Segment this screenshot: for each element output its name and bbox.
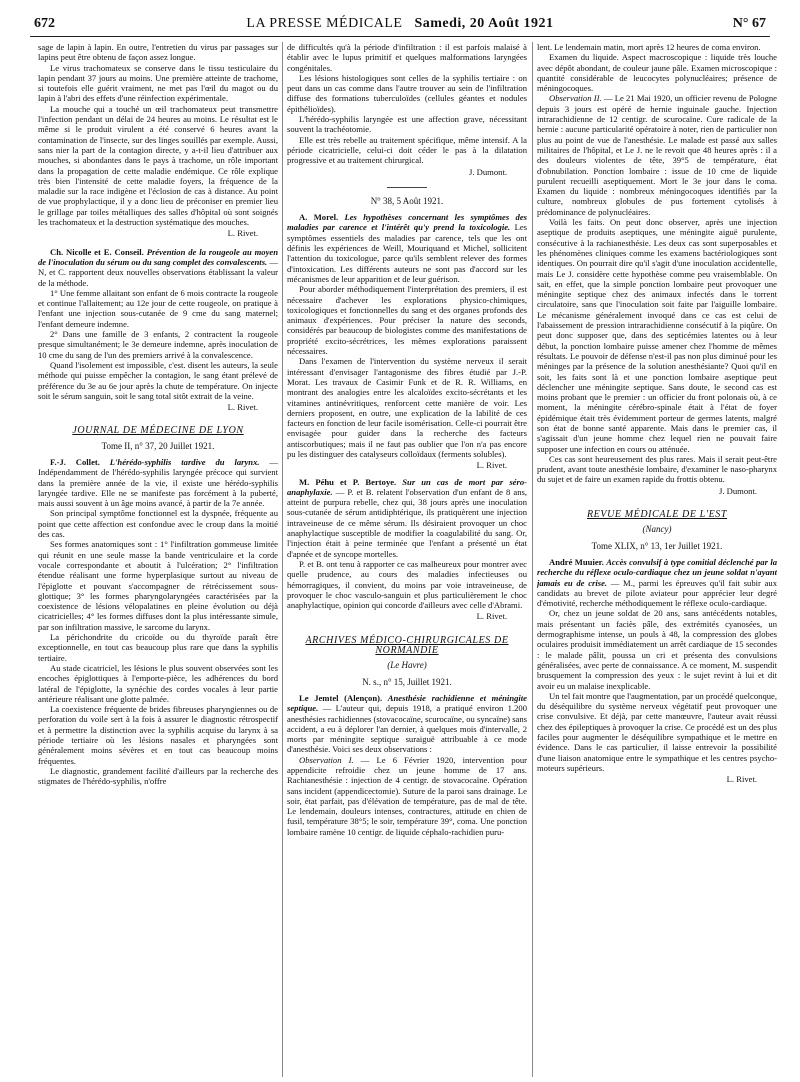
issue-date: Samedi, 20 Août 1921 (414, 16, 554, 31)
paragraph: Dans l'examen de l'intervention du système nerveux il serait intéressant d'envisager l'antagonisme des fibres étudié par J.-P. Morat. Les travaux de Casimir Funk et de R. R. Williams, en montrant des analogies entre les alcaloïdes excito-sécrétants et les vitamines antinévritiques, renforcent cette manière de voir. Les derniers proposent, en outre, une explication de la labilité de ces facteurs en fonction de leur facile isomérisation. Celle-ci pourrait être envisagée pour guider dans la recherche des facteurs antiscorbutiques; mais il ne faut pas oublier que l'on n'a pas encore pu les distinguer des catalyseurs colloïdaux (ferments solubles). (287, 356, 527, 459)
paragraph: 1° Une femme allaitant son enfant de 6 mois contracte la rougeole et continue l'allaitement; au 12e jour de cette rougeole, on pratique à l'enfant une injection sous-cutanée de 9 cme du sang maternel; l'enfant demeure indemne. (38, 287, 278, 329)
article-columns (38, 42, 778, 1077)
signature: J. Dumont. (469, 166, 507, 177)
article-title: Prévention de la rougeole au moyen de l'inoculation du sérum ou du sang complet des convalescents. (38, 246, 278, 267)
observation-text: — Le 21 Mai 1920, un officier revenu de Pologne depuis 3 jours est opéré de hernie inguinale gauche. Injection intrarachidienne de 12 centigr. de scurocaïne. Cure radicale de la hernie : aucune particularité opératoire à noter, rien de particulier non plus au point de vue de l'anesthésie. Le malade est passé aux salles militaires de l'hôpital, et Le J. ne le revoit que 48 heures après : il a des douleurs violentes de tête, 39°5 de température, état d'obnubilation. Ponction lombaire : issue de 10 cme de liquide purulent recueilli aseptiquement. Mort le 3e jour dans le coma. Examen du liquide : nombreux méningocoques identifiés par la culture, nombreux globules de pus fortement cytolisés à prédominance de polynucléaires. (537, 93, 777, 217)
paragraph: La coexistence fréquente de brides fibreuses pharyngiennes ou de perforation du voile sert à la fois à assurer le diagnostic rétrospectif et à permettre la distinction avec la syphilis acquise du larynx à sa période tertiaire où les lésions nasales et pharyngées sont généralement moins sévères et en tout cas beaucoup moins fréquentes. (38, 704, 278, 766)
article-text: — M., parmi les épreuves qu'il fait subir aux candidats au brevet de pilote aviateur pour apprécier leur degré d'émotivité, recherche méthodiquement le réflexe oculo-cardiaque. (537, 577, 777, 609)
page-header (30, 14, 770, 37)
section-issue: Tome II, n° 37, 20 Juillet 1921. (101, 440, 215, 451)
article-intro: — N, et C. rapportent deux nouvelles observations établissant la valeur de la méthode. (38, 256, 278, 288)
article-authors: André Muuier. (549, 556, 604, 567)
paragraph: Le virus trachomateux se conserve dans le tissu testiculaire du lapin pendant 37 jours au moins. Une première atteinte de trachome, si toutefois elle guérit vraiment, ne met pas l'œil du magot ou du lapin à l'abri des effets d'une réinfection expérimentale. (38, 62, 278, 104)
paragraph: Voilà les faits. On peut donc observer, après une injection aseptique de produits aseptiques, une méningite aiguë purulente, consécutive à la rachianesthésie. Les deux cas sont superposables et les phénomènes cliniques comme les examens bactériologiques sont identiques. On pourrait dire qu'il s'agit d'une inoculation accidentelle, mais Le J. considère cette hypothèse comme peu vraisemblable. On sait, en effet, que la simple ponction lombaire peut provoquer une méningite septique chez des animaux infectés dans le torrent circulatoire, sans que l'inoculation soit faite par l'aiguille lombaire. Le mécanisme généralement invoqué dans ce cas est celui de l'abaissement de pression intrarachidienne consécutif à la piqûre. On peut donc supposer que, dans des septicémies latentes ou à leur début, la ponction lombaire puisse amener chez l'homme de mêmes résultats. Le pouvoir de défense n'est-il pas non plus diminué pour les méninges par la présence de la solution anesthésiante? Quoi qu'il en soit, les faits sont là et une ponction lombaire aseptique peut déclencher une méningite septique. Sans doute, le second cas est moins probant que le premier : un officier du front polonais où, à ce moment, la méningite cérébro-spinale était à l'état de foyer épidémique était très évidemment porteur de germes latents, malgré son état de bonne santé apparente. Mais dans le premier cas, il s'agissait d'un jeune homme chez lequel rien ne pouvait faire supposer une infection en cours ou atténuée. (537, 217, 777, 454)
signature: L. Rivet. (227, 402, 258, 413)
column-1 (38, 42, 278, 1077)
signature: L. Rivet. (476, 460, 507, 471)
article-abstract (38, 457, 278, 508)
paragraph: Son principal symptôme fonctionnel est la dyspnée, fréquente au point que cette affection est confondue avec le croup dans la moitié des cas. (38, 508, 278, 540)
column-rule (282, 42, 283, 1077)
observation-label: Observation I. (299, 754, 354, 765)
article-abstract (287, 693, 527, 755)
article-abstract (38, 247, 278, 288)
article-title: Anesthésie rachidienne et méningite septique. (287, 692, 527, 714)
paragraph: 2° Dans une famille de 3 enfants, 2 contractent la rougeole presque simultanément; le 3e demeure indemne, après inoculation de 10 cme du sang de l'un des premiers arrivé à la convalescence. (38, 329, 278, 360)
journal-name: LA PRESSE MÉDICALE (246, 16, 403, 31)
section-place: (Nancy) (642, 524, 672, 535)
paragraph: Quand l'isolement est impossible, c'est. disent les auteurs, la seule méthode qui puisse empêcher la contagion, le sang étant prélevé de préférence du 3e au 6e jour après la chute de température. On injecte soit le sérum sanguin, soit le sang total sitôt extrait de la veine. (38, 359, 278, 401)
paragraph: Examen du liquide. Aspect macroscopique : liquide très louche avec dépôt abondant, de couleur jaune pâle. Examen microscopique : quantité considérable de leucocytes polynucléaires; présence de méningocoques. (537, 52, 777, 94)
signature: L. Rivet. (476, 611, 507, 622)
section-issue: N° 38, 5 Août 1921. (370, 195, 444, 206)
paragraph: Pour aborder méthodiquement l'interprétation des premiers, il est nécessaire d'achever les explorations physico-chimiques, toxicologiques et fonctionnelles du sang et des organes profonds des animaux d'expériences. Pour préciser la nature des seconds, considérés par beaucoup de biologistes comme des manifestations de propriété excito-sécrétrices, les mêmes explorations paraissent nécessaires. (287, 284, 527, 357)
separator (387, 187, 427, 188)
article-abstract (537, 557, 777, 608)
article-text: — P. et B. relatent l'observation d'un enfant de 8 ans, atteint de purpura rebelle, chez qui, 38 jours après une inoculation sous-cutanée de sérum antidiphtérique, ils pratiquèrent une injection intraveineuse de ce même sérum. Ils désiraient provoquer un choc anaphylactique susceptible de modifier la coagulabilité du sang. Or, l'injection était à peine terminée que l'enfant a présenté un état d'apnée et de syncope mortelles. (287, 486, 527, 559)
paragraph: Les lésions histologiques sont celles de la syphilis tertiaire : on peut dans un cas comme dans l'autre trouver au sein de l'infiltration diffuse des formations tuberculoïdes (cellules géantes et nodules épithélioïdes). (287, 72, 527, 114)
article-text: — Indépendamment de l'hérédo-syphilis laryngée précoce qui survient dans la première année de la vie, il existe une hérédo-syphilis laryngée tardive. Elle ne se manifeste pas forcément à la puberté, mais aussi souvent à un âge moins avancé, à partir de la 7e année. (38, 456, 278, 509)
paragraph: Or, chez un jeune soldat de 20 ans, sans antécédents notables, mais présentant un faciès pâle, des extrémités cyanosées, un dermographisme intense, un pouls à 48, la compression des globes oculaires produisit immédiatement un arrêt cardiaque de 15 secondes : le malade pâlit, poussa un cri et présenta des convulsions généralisées, avec perte de connaissance. A ce moment, M. suspendit brusquement la compression des yeux : le sujet revint à lui et dit avoir eu un malaise inexplicable. (537, 608, 777, 691)
column-3 (537, 42, 777, 1077)
paragraph: lent. Le lendemain matin, mort après 12 heures de coma environ. (537, 42, 761, 52)
section-title: ARCHIVES MÉDICO-CHIRURGICALES DE NORMANDIE (305, 634, 509, 657)
paragraph: La mouche qui a touché un œil trachomateux peut transmettre l'infection pendant un délai de 24 heures au moins. Le résultat est le même si le produit virulent a été conservé 6 heures avant la contamination de l'insecte, sur des linges souillés par exemple. Aussi, sans nier la part de la contagion directe, y a-t-il lieu d'attribuer aux mouches, si abondantes dans le pays à trachome, un rôle important dans la propagation de cette maladie endémique. Ce rôle explique très bien l'intensité de cette maladie foyers, la fréquence de la maladie sur la race indigène et l'éclosion de cas à distance. Au point de vue prophylactique, il y a donc lieu de préconiser en premier lieu le grillage par toiles métalliques des salles d'hôpital où sont soignés les trachomateux et la destruction systématique des mouches. (38, 103, 278, 228)
paragraph (287, 755, 527, 837)
column-rule (532, 42, 533, 1077)
section-issue: N. s., n° 15, Juillet 1921. (362, 676, 452, 687)
article-abstract (287, 212, 527, 284)
section-issue: Tome XLIX, n° 13, 1er Juillet 1921. (591, 540, 723, 551)
paragraph: de difficultés qu'à la période d'infiltration : il est parfois malaisé à établir avec le lupus primitif et quelques malformations laryngées congénitales. (287, 42, 527, 73)
article-title: Les hypothèses concernant les symptômes des maladies par carence et l'intérêt qu'y prend la toxicologie. (287, 212, 527, 233)
paragraph (537, 93, 777, 217)
signature: L. Rivet. (726, 774, 757, 785)
article-authors: A. Morel. (299, 212, 339, 223)
article-authors: Ch. Nicolle et E. Conseil. (50, 246, 144, 257)
section-place: (Le Havre) (387, 660, 427, 671)
section-title: JOURNAL DE MÉDECINE DE LYON (72, 425, 244, 437)
paragraph: Ses formes anatomiques sont : 1° l'infiltration gommeuse limitée qui réunit en une seule masse la bande ventriculaire et la corde vocale correspondante et aboutit à l'ulcération; 2° l'infiltration étendue réalisant une forme hyperplasique surtout au niveau de l'épiglotte et pouvant s'accompagner de rétrécissement sous-glottique; 3° les formes pharyngolaryngées caractérisées par la coexistence de lésions vélopalatines en pleine évolution ou déjà cicatricielles; 4° les formes diffuses dont la plus intéressante simule, par son infiltration massive, le sarcome du larynx. (38, 539, 278, 632)
paragraph: sage de lapin à lapin. En outre, l'entretien du virus par passages sur lapins peut être obtenu de façon assez longue. (38, 42, 278, 63)
paragraph: Un tel fait montre que l'augmentation, par un procédé quelconque, du déséquilibre du système nerveux végétatif peut provoquer une crise convulsive. Et déjà, par cette manœuvre, l'auteur avait réussi chez des épileptiques à provoquer la crise. Ce procédé est un des plus faciles pour augmenter le déséquilibre sympathique et le mettre en évidence. Dans le cas particulier, il laisse entrevoir la possibilité d'une liaison anatomique entre le sympathique et les centres psycho-moteurs supérieurs. (537, 690, 777, 773)
column-2 (287, 42, 527, 1077)
observation-text: — Le 6 Février 1920, intervention pour appendicite refroidie chez un jeune homme de 17 ans. Rachianesthésie : injection de 4 centigr. de stovacocaïne. Opération sans incident (appendicectomie). Suture de la paroi sans drainage. Le soir, état parfait, pas d'élévation de température, pas de mal de tête. Le lendemain, douleurs intenses, contractures, attitude en chien de fusil, température 38°5; le soir, température 39°, coma. Une ponction lombaire ramène 10 centigr. de liquide céphalo-rachidien puru- (287, 754, 527, 837)
signature: L. Rivet. (227, 228, 258, 239)
observation-label: Observation II. (549, 93, 602, 104)
article-authors: Le Jemtel (Alençon). (299, 692, 383, 703)
article-abstract (287, 477, 527, 559)
section-title: REVUE MÉDICALE DE L'EST (586, 509, 728, 521)
signature: J. Dumont. (719, 485, 757, 496)
paragraph: Le diagnostic, grandement facilité d'ailleurs par la recherche des stigmates de l'hérédo-syphilis, n'offre (38, 765, 278, 787)
paragraph: P. et B. ont tenu à rapporter ce cas malheureux pour montrer avec quelle prudence, au cours des maladies infectieuses ou hémorragiques, il convient, du moins par voie intraveineuse, de provoquer le choc vasculo-sanguin et plus particulièrement le choc anaphylactique, opinion qui concorde d'ailleurs avec celle d'Abrami. (287, 558, 527, 611)
article-text: — L'auteur qui, depuis 1918, a pratiqué environ 1.200 anesthésies rachidiennes (stovacocaïne, scurocaïne, ou syncaïne) sans accident, a eu à déplorer l'an dernier, à quelques mois d'intervalle, 2 morts par méningite septique suraiguë attribuable à ce mode d'anesthésie. Voici ses deux observations : (287, 703, 527, 755)
page-number: 672 (34, 16, 55, 31)
paragraph: Elle est très rebelle au traitement spécifique, même intensif. A la période cicatricielle, celui-ci doit céder le pas à la dilatation progressive et au traitement chirurgical. (287, 134, 527, 166)
article-title: Sur un cas de mort par séro-anaphylaxie. (287, 476, 527, 497)
issue-number: N° 67 (732, 16, 766, 31)
article-authors: M. Péhu et P. Bertoye. (299, 476, 397, 487)
article-title: Accès convulsif à type comitial déclenché par la recherche du réflexe oculo-cardiaque chez un jeune soldat n'ayant jamais eu de crise. (537, 556, 777, 588)
paragraph: L'hérédo-syphilis laryngée est une affection grave, nécessitant souvent la trachéotomie. (287, 114, 527, 135)
article-authors: F.-J. Collet. (50, 456, 100, 467)
article-title: L'hérédo-syphilis tardive du larynx. (109, 456, 260, 467)
paragraph: Au stade cicatriciel, les lésions le plus souvent observées sont les encoches épiglottiques à l'emporte-pièce, les adhérences du bord latéral de l'épiglotte, la synéchie des cordes vocales à leur partie antérieure réalisant une glotte palmée. (38, 662, 278, 704)
paragraph: La périchondrite du cricoïde ou du thyroïde paraît être exceptionnelle, en tout cas beaucoup plus rare que dans la syphilis tertiaire. (38, 632, 278, 663)
paragraph: Ces cas sont heureusement des plus rares. Mais il serait peut-être prudent, avant toute anesthésie lombaire, d'examiner le naso-pharynx du sujet et de faire un examen rapide du frottis obtenu. (537, 453, 777, 485)
article-text: Les symptômes essentiels des maladies par carence, tels que les ont définis les expériences de Weill, Mouriquand et Michel, sollicitent l'attention du toxicologue, parce qu'ils semblent relever des formes d'intoxication. Les différents auteurs ne sont pas d'accord sur les mécanismes de leur apparition et de leur guérison. (287, 222, 527, 284)
running-title (30, 16, 770, 32)
